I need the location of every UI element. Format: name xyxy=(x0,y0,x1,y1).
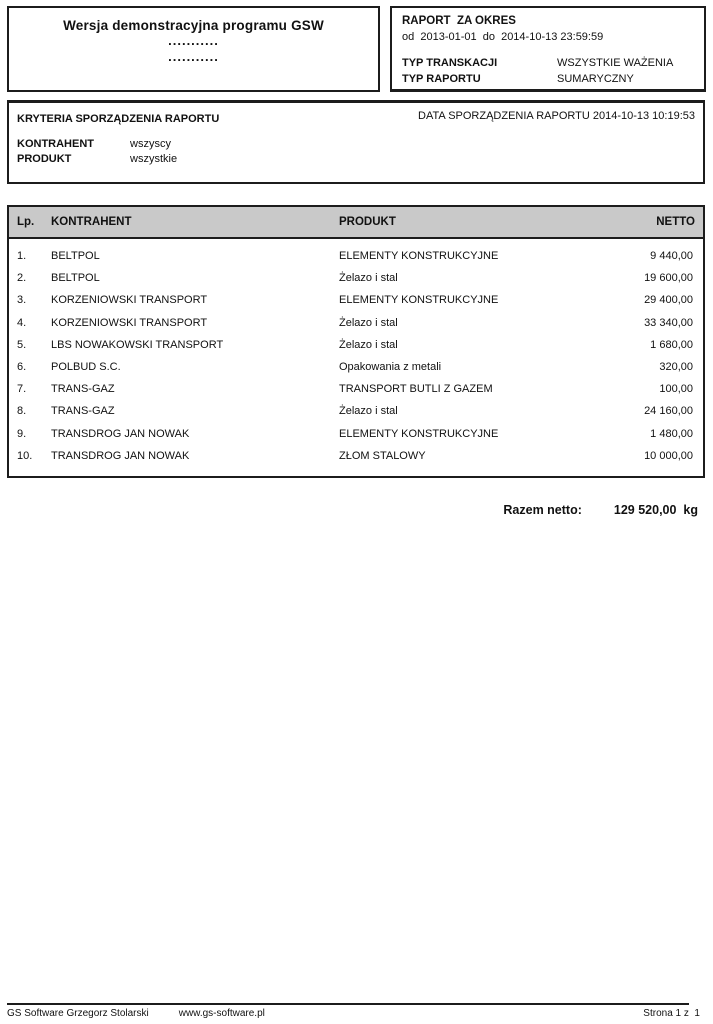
product-criteria-row xyxy=(17,153,695,165)
cell-netto: 10 000,00 xyxy=(644,449,693,462)
table-row xyxy=(9,378,703,400)
cell-lp: 8. xyxy=(17,405,27,418)
cell-kontrahent: TRANSDROG JAN NOWAK xyxy=(51,449,190,462)
cell-produkt: Opakowania z metali xyxy=(339,361,442,374)
report-type-value: SUMARYCZNY xyxy=(557,73,634,85)
cell-netto: 9 440,00 xyxy=(650,250,693,263)
report-type-row xyxy=(402,73,694,85)
table-row xyxy=(9,423,703,445)
cell-kontrahent: BELTPOL xyxy=(51,250,100,263)
cell-lp: 3. xyxy=(17,294,27,307)
cell-netto: 24 160,00 xyxy=(644,405,693,418)
table-row xyxy=(9,245,703,267)
footer-website: www.gs-software.pl xyxy=(178,1008,265,1019)
demo-version-title: Wersja demonstracyjna programu GSW xyxy=(63,18,324,33)
contractor-criteria-value: wszyscy xyxy=(130,138,171,150)
demo-dots-line-1: ........... xyxy=(168,33,219,48)
table-row xyxy=(9,356,703,378)
table-row xyxy=(9,445,703,467)
transaction-type-row xyxy=(402,57,694,69)
cell-netto: 100,00 xyxy=(659,383,693,396)
column-header-kontrahent: KONTRAHENT xyxy=(51,216,132,228)
report-period-range: od 2013-01-01 do 2014-10-13 23:59:59 xyxy=(402,31,604,43)
cell-lp: 1. xyxy=(17,250,27,263)
column-header-produkt: PRODUKT xyxy=(339,216,396,228)
cell-netto: 1 680,00 xyxy=(650,338,693,351)
criteria-rows xyxy=(17,138,695,165)
cell-produkt: ELEMENTY KONSTRUKCYJNE xyxy=(339,294,499,307)
cell-lp: 7. xyxy=(17,383,27,396)
cell-netto: 1 480,00 xyxy=(650,427,693,440)
cell-produkt: Żelazo i stal xyxy=(339,316,398,329)
cell-netto: 19 600,00 xyxy=(644,272,693,285)
cell-kontrahent: TRANS-GAZ xyxy=(51,383,115,396)
summary-total-label: Razem netto: xyxy=(503,503,582,517)
demo-dots-line-2: ........... xyxy=(168,49,219,64)
column-header-netto: NETTO xyxy=(656,216,695,228)
cell-kontrahent: TRANS-GAZ xyxy=(51,405,115,418)
transaction-type-label: TYP TRANSKACJI xyxy=(402,57,498,69)
transaction-type-value: WSZYSTKIE WAŻENIA xyxy=(557,57,674,69)
cell-kontrahent: KORZENIOWSKI TRANSPORT xyxy=(51,294,208,307)
footer xyxy=(7,1008,700,1019)
product-criteria-value: wszystkie xyxy=(130,153,178,165)
summary-total-value: 129 520,00 kg xyxy=(613,503,698,517)
table-row xyxy=(9,289,703,311)
report-generation-date: DATA SPORZĄDZENIA RAPORTU 2014-10-13 10:19:53 xyxy=(418,110,695,122)
report-period-title: RAPORT ZA OKRES xyxy=(402,15,516,27)
criteria-header-row xyxy=(17,110,695,125)
cell-produkt: TRANSPORT BUTLI Z GAZEM xyxy=(339,383,493,396)
cell-lp: 9. xyxy=(17,427,27,440)
cell-lp: 4. xyxy=(17,316,27,329)
footer-page-number: Strona 1 z 1 xyxy=(643,1008,700,1019)
table-header-row xyxy=(7,205,705,239)
cell-lp: 10. xyxy=(17,449,33,462)
summary-total-row xyxy=(0,503,698,517)
cell-kontrahent: KORZENIOWSKI TRANSPORT xyxy=(51,316,208,329)
cell-netto: 33 340,00 xyxy=(644,316,693,329)
cell-produkt: Żelazo i stal xyxy=(339,272,398,285)
cell-produkt: Żelazo i stal xyxy=(339,405,398,418)
footer-divider xyxy=(7,1003,689,1005)
table-row xyxy=(9,312,703,334)
cell-netto: 29 400,00 xyxy=(644,294,693,307)
demo-version-box xyxy=(7,6,380,92)
cell-netto: 320,00 xyxy=(659,361,693,374)
cell-lp: 6. xyxy=(17,361,27,374)
table-row xyxy=(9,334,703,356)
product-criteria-label: PRODUKT xyxy=(17,153,72,165)
criteria-title: KRYTERIA SPORZĄDZENIA RAPORTU xyxy=(17,113,220,125)
cell-kontrahent: LBS NOWAKOWSKI TRANSPORT xyxy=(51,338,224,351)
contractor-criteria-label: KONTRAHENT xyxy=(17,138,94,150)
footer-company: GS Software Grzegorz Stolarski xyxy=(7,1008,149,1019)
cell-kontrahent: BELTPOL xyxy=(51,272,100,285)
column-header-lp: Lp. xyxy=(17,216,35,228)
cell-produkt: Żelazo i stal xyxy=(339,338,398,351)
cell-produkt: ELEMENTY KONSTRUKCYJNE xyxy=(339,427,499,440)
report-type-label: TYP RAPORTU xyxy=(402,73,481,85)
cell-lp: 5. xyxy=(17,338,27,351)
cell-kontrahent: TRANSDROG JAN NOWAK xyxy=(51,427,190,440)
report-criteria-box xyxy=(7,100,705,184)
table-row xyxy=(9,400,703,422)
cell-lp: 2. xyxy=(17,272,27,285)
table-row xyxy=(9,267,703,289)
cell-produkt: ZŁOM STALOWY xyxy=(339,449,426,462)
report-table xyxy=(7,239,705,478)
cell-produkt: ELEMENTY KONSTRUKCYJNE xyxy=(339,250,499,263)
contractor-criteria-row xyxy=(17,138,695,150)
report-period-box xyxy=(390,6,706,92)
cell-kontrahent: POLBUD S.C. xyxy=(51,361,121,374)
